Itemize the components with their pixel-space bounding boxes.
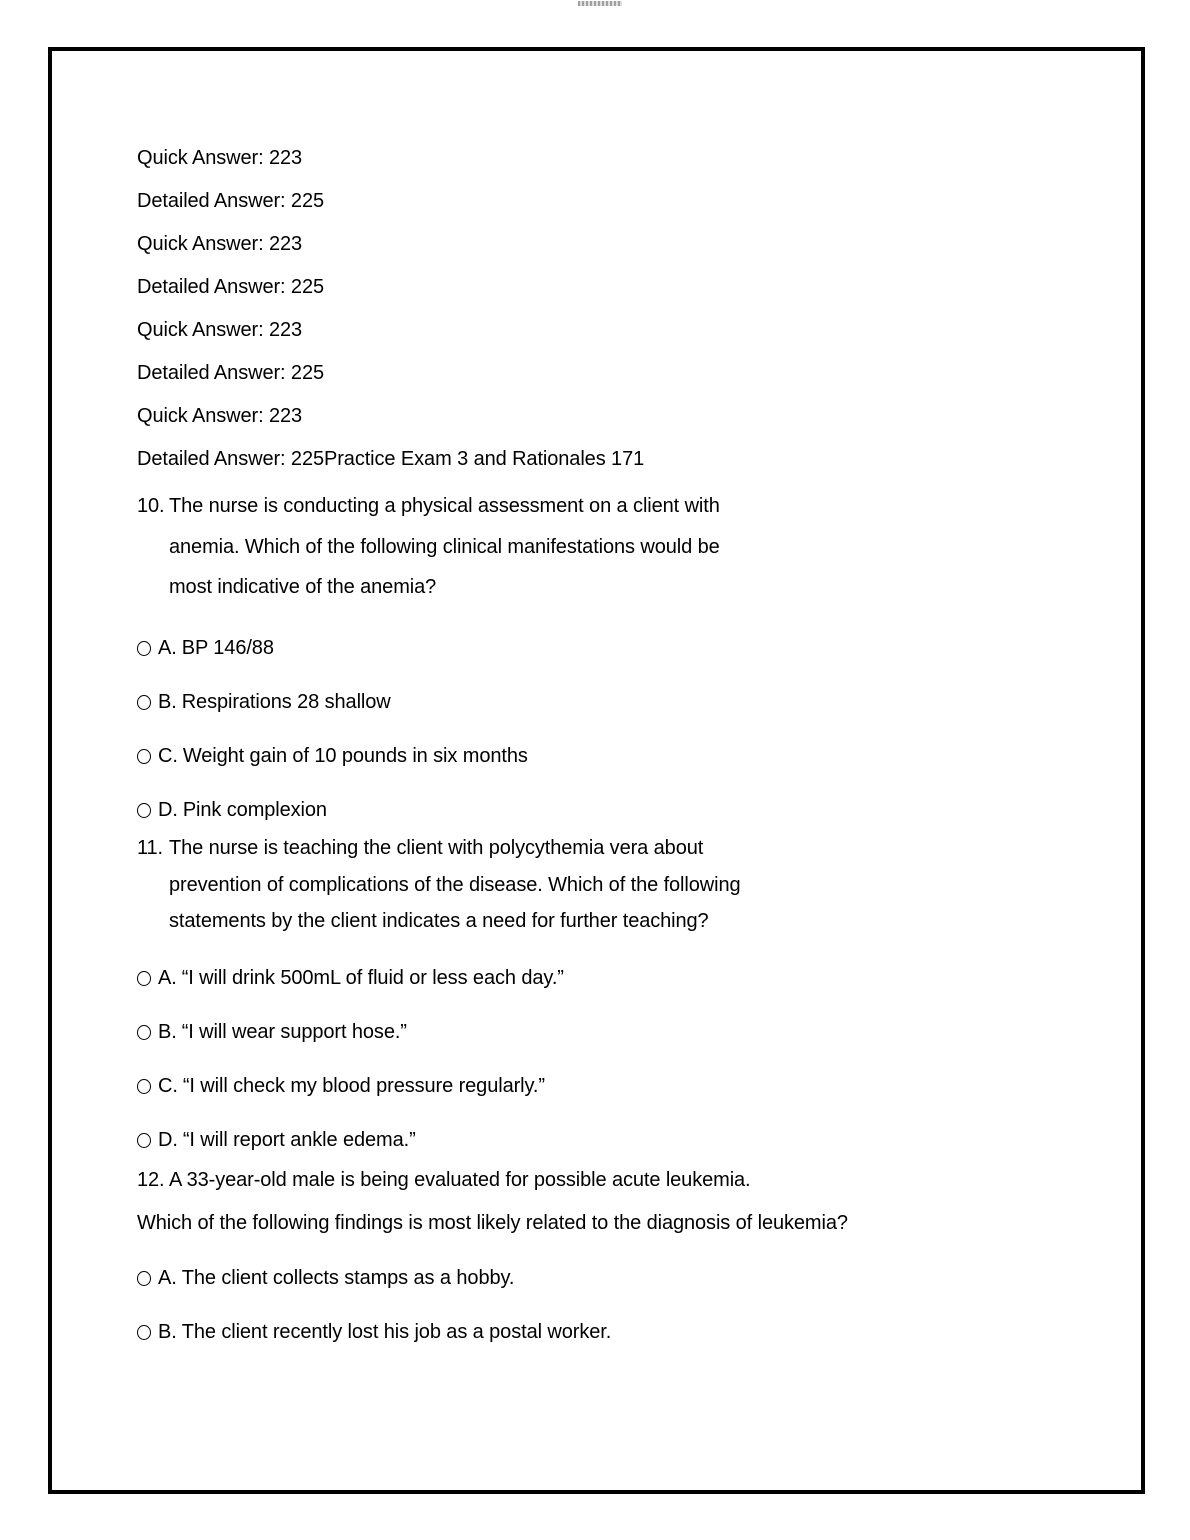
option-row bbox=[137, 797, 1101, 823]
answer-reference-line: Quick Answer: 223 bbox=[137, 405, 303, 427]
radio-circle-icon bbox=[137, 695, 151, 710]
radio-circle-icon bbox=[137, 803, 151, 818]
answer-reference-line: Quick Answer: 223 bbox=[137, 319, 303, 341]
answer-reference-line: Quick Answer: 223 bbox=[137, 233, 303, 255]
option-text: BP 146/88 bbox=[181, 637, 274, 659]
option-row bbox=[137, 743, 1101, 769]
answer-reference-line: Quick Answer: 223 bbox=[137, 147, 303, 169]
option-row bbox=[137, 1319, 1101, 1345]
radio-circle-icon bbox=[137, 1325, 151, 1340]
option-text: “I will report ankle edema.” bbox=[182, 1129, 416, 1151]
question-text-line: Which of the following findings is most likely related to the diagnosis of leukemia? bbox=[137, 1212, 848, 1234]
option-text: “I will wear support hose.” bbox=[181, 1021, 407, 1043]
question-10 bbox=[137, 493, 1101, 823]
question-text: A 33-year-old male is being evaluated for possible acute leukemia. bbox=[169, 1169, 751, 1191]
question-number: 12. bbox=[137, 1169, 165, 1191]
question-text: The nurse is conducting a physical assessment on a client with bbox=[169, 495, 720, 517]
question-text-line: statements by the client indicates a need for further teaching? bbox=[169, 910, 709, 932]
option-row bbox=[137, 1265, 1101, 1291]
option-label: A. bbox=[158, 637, 177, 659]
question-12 bbox=[137, 1167, 1101, 1345]
radio-circle-icon bbox=[137, 1271, 151, 1286]
question-11 bbox=[137, 835, 1101, 1153]
answer-reference-line: Detailed Answer: 225 bbox=[137, 276, 325, 298]
question-number: 10. bbox=[137, 495, 165, 517]
question-text-line: most indicative of the anemia? bbox=[169, 576, 437, 598]
radio-circle-icon bbox=[137, 1025, 151, 1040]
option-text: Pink complexion bbox=[182, 799, 327, 821]
question-text-line bbox=[137, 1167, 1101, 1193]
option-text: Weight gain of 10 pounds in six months bbox=[182, 745, 528, 767]
option-label: B. bbox=[158, 691, 177, 713]
option-label: D. bbox=[158, 1129, 178, 1151]
page-content bbox=[52, 51, 1141, 1345]
option-row bbox=[137, 1127, 1101, 1153]
option-label: B. bbox=[158, 1321, 177, 1343]
option-label: D. bbox=[158, 799, 178, 821]
option-text: “I will check my blood pressure regularly.” bbox=[182, 1075, 545, 1097]
radio-circle-icon bbox=[137, 641, 151, 656]
option-row bbox=[137, 1073, 1101, 1099]
option-label: A. bbox=[158, 967, 177, 989]
radio-circle-icon bbox=[137, 971, 151, 986]
page-top-artifact bbox=[578, 1, 622, 6]
radio-circle-icon bbox=[137, 1079, 151, 1094]
question-text-line: prevention of complications of the disease. Which of the following bbox=[169, 873, 741, 896]
answer-reference-line: Detailed Answer: 225 bbox=[137, 190, 325, 212]
answer-reference-line: Detailed Answer: 225 bbox=[137, 362, 325, 384]
question-text-line: anemia. Which of the following clinical manifestations would be bbox=[169, 535, 720, 558]
option-text: The client collects stamps as a hobby. bbox=[181, 1267, 515, 1289]
option-text: “I will drink 500mL of fluid or less each day.” bbox=[181, 967, 564, 989]
question-text-line bbox=[137, 493, 1101, 519]
question-text: The nurse is teaching the client with polycythemia vera about bbox=[169, 837, 704, 859]
option-text: The client recently lost his job as a postal worker. bbox=[181, 1321, 612, 1343]
option-row bbox=[137, 965, 1101, 991]
option-row bbox=[137, 1019, 1101, 1045]
option-row bbox=[137, 689, 1101, 715]
radio-circle-icon bbox=[137, 749, 151, 764]
option-row bbox=[137, 635, 1101, 661]
option-text: Respirations 28 shallow bbox=[181, 691, 391, 713]
option-label: A. bbox=[158, 1267, 177, 1289]
answer-reference-line: Detailed Answer: 225Practice Exam 3 and Rationales 171 bbox=[137, 448, 645, 470]
radio-circle-icon bbox=[137, 1133, 151, 1148]
page-border bbox=[48, 47, 1145, 1494]
question-number: 11. bbox=[137, 837, 164, 859]
option-label: C. bbox=[158, 745, 178, 767]
option-label: C. bbox=[158, 1075, 178, 1097]
option-label: B. bbox=[158, 1021, 177, 1043]
question-text-line bbox=[137, 835, 1101, 861]
